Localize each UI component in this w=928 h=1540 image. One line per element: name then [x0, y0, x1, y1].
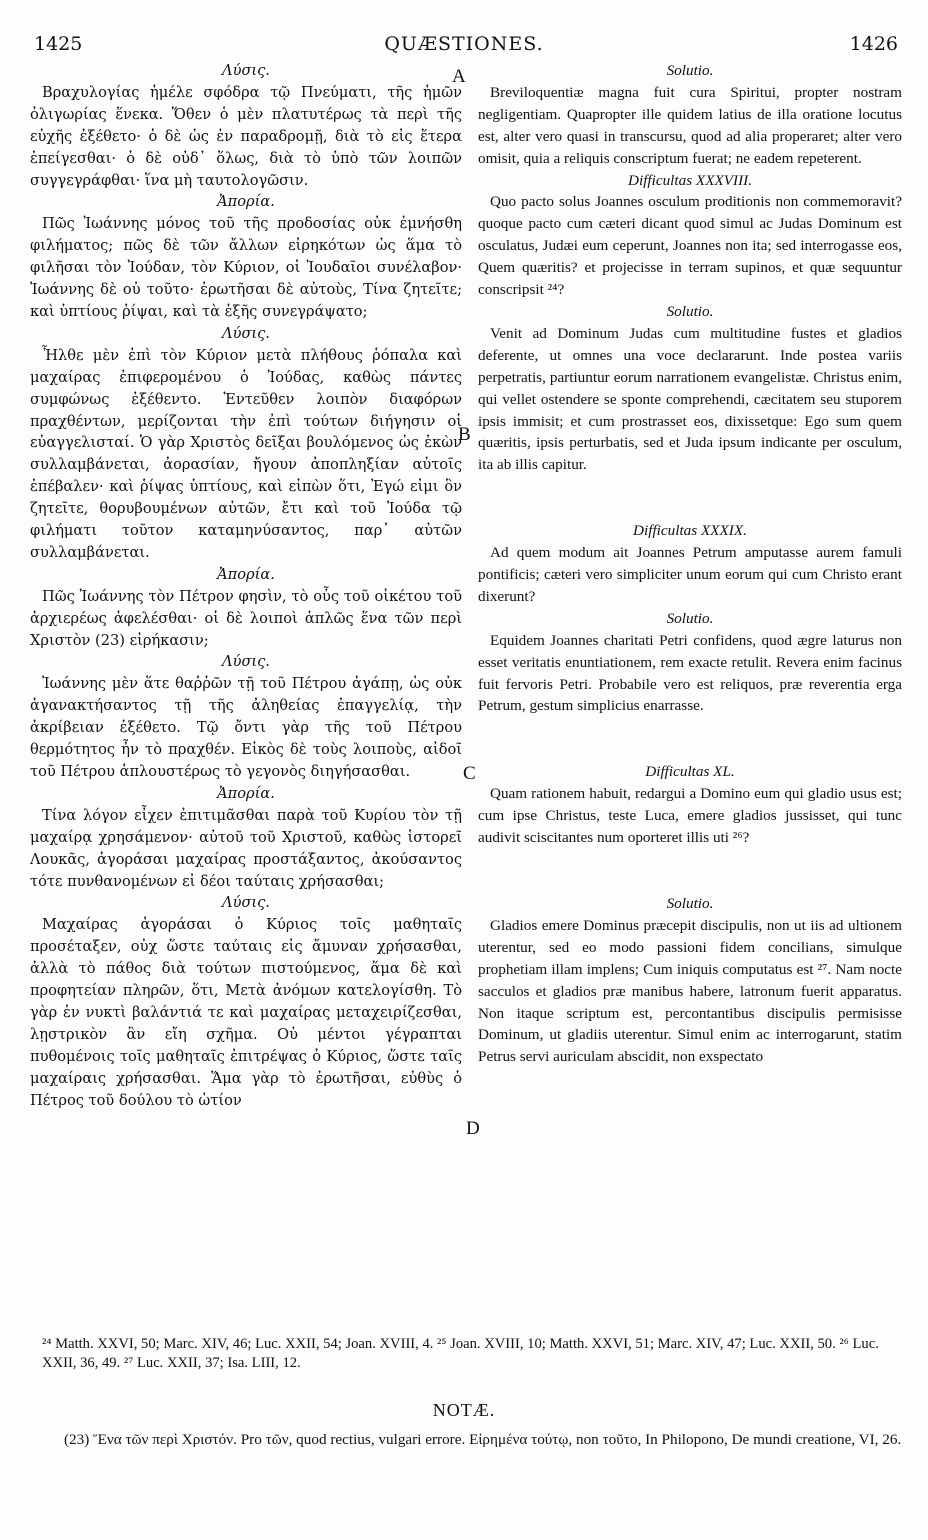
- greek-column: [30, 60, 462, 1112]
- latin-paragraph: Breviloquentiæ magna fuit cura Spiritui, propter nostram negligentiam. Quapropter ille quidem latius de illa oratione locutus est, alter vero quasi in transcursu, quod ad alia properaret; alter vero omisit, quia a reliquis conscriptum fuerat; ne eadem repeterent.: [478, 83, 902, 167]
- margin-letter-a: A: [452, 66, 466, 87]
- running-title: QUÆSTIONES.: [384, 33, 544, 55]
- latin-heading: Difficultas XXXVIII.: [628, 171, 752, 189]
- latin-paragraph: Ad quem modum ait Joannes Petrum amputasse aurem famuli pontificis; cæteri vero simpliciter unum eorum qui cum Christo erant dixerunt?: [478, 544, 902, 605]
- note-23: (23) Ἕνα τῶν περὶ Χριστόν. Pro τῶν, quod rectius, vulgari errore. Εἰρημένα τούτῳ, non τοῦτο, In Philopono, De mundi creatione, VI, 26.: [64, 1431, 902, 1448]
- latin-paragraph: Venit ad Dominum Judas cum multitudine fustes et gladios deferente, ut omnes una voce declararunt. Inde postea variis perpetratis, partiuntur eorum narrationem evangelistæ. Christus enim, qui vellet ostendere se sponte comprehendi, cæcitatem seu stuporem ipsis immisit; et cum prostrasset eos, dixissetque: Ego sum quem quæritis, ipsis perturbatis, sed et Juda ipsum indicante per osculum, ita ab illis capitur.: [478, 324, 902, 474]
- greek-heading: Ἀπορία.: [217, 784, 275, 802]
- latin-paragraph: Gladios emere Dominus præcepit discipulis, non ut iis ad ultionem uterentur, sed eo modo passioni fidem concilians, simulque prophetiam illam implens; Cum iniquis computatus est ²⁷. Nam nocte sacculos et gladios præ manibus habere, latronum fuerit apparatus. Non itaque scriptum est, percontantibus discipulis permisisse Dominum, ut gladiis uterentur. Simul enim ac interrogarunt, statim Petrus servi auriculam abscidit, non exspectato: [478, 916, 902, 1066]
- greek-heading: Ἀπορία.: [217, 565, 275, 583]
- latin-heading: Difficultas XL.: [645, 763, 735, 781]
- greek-heading: Λύσις.: [222, 894, 270, 912]
- greek-paragraph: Ἦλθε μὲν ἐπὶ τὸν Κύριον μετὰ πλήθους ῥόπαλα καὶ μαχαίρας ἐπιφερομένου ὁ Ἰούδας, καθὼς πάντες συμφώνως ἐξέθεντο. Ἐντεῦθεν λοιπὸν διαφόρων πραχθέντων, μερίζονται τὴν ἐπὶ τούτων διήγησιν οἱ εὐαγγελισταί. Ὁ γὰρ Χριστὸς δεῖξαι βουλόμενος ὡς ἑκὼν συλλαμβάνεται, ἀορασίαν, ἤγουν ἀποπληξίαν αὐτοῖς ἐπέβαλεν· καὶ ῥίψας ὑπτίους, καὶ εἰπὼν ὅτι, Ἐγώ εἰμι ὃν ζητεῖτε, θορυβουμένων αὐτῶν, ἔτι καὶ τοῦ Ἰούδα τῷ φιλήματι τοῦτον καταμηνύσαντος, παρ᾽ αὐτῶν συλλαμβάνεται.: [30, 346, 462, 561]
- latin-heading: Difficultas XXXIX.: [633, 522, 747, 540]
- greek-paragraph: Πῶς Ἰωάννης μόνος τοῦ τῆς προδοσίας οὐκ ἐμνήσθη φιλήματος; πῶς δὲ τῶν ἄλλων εἰρηκότων ὡς ἅμα τὸ φιλῆσαι τὸν Ἰούδαν, τὸν Κύριον, οἱ Ἰουδαῖοι συνέλαβον· Ἰωάννης δὲ οὐ τοῦτο· ἐρωτῆσαι δὲ αὐτοὺς, Τίνα ζητεῖτε; καὶ ὑπτίους ῥίψαι, καὶ τὰ ἑξῆς συνεγράψατο;: [30, 215, 462, 320]
- greek-heading: Λύσις.: [222, 653, 270, 671]
- latin-spacer: [478, 476, 902, 520]
- latin-spacer: [478, 849, 902, 893]
- latin-column: [478, 60, 902, 1068]
- greek-paragraph: Τίνα λόγον εἶχεν ἐπιτιμᾶσθαι παρὰ τοῦ Κυρίου τὸν τῇ μαχαίρᾳ χρησάμενον· αὐτοῦ τοῦ Χριστοῦ, καθὼς ἱστορεῖ Λουκᾶς, ἀγοράσαι μαχαίρας προστάξαντος, ἀκούσαντος τότε πυνθανομένων εἰ δέοι ταύταις χρήσασθαι;: [30, 806, 462, 890]
- left-page-number: 1425: [34, 33, 83, 55]
- latin-paragraph: Quo pacto solus Joannes osculum proditionis non commemoravit? quoque pacto cum cæteri dicant quod simul ac Judas Dominum est osculatus, Judæi eum ceperunt, Joannes non ita; sed interrogasse eos, Quem quæritis? et projecisse in terram supinos, et quæ sequuntur conscripsit ²⁴?: [478, 193, 902, 299]
- greek-paragraph: Πῶς Ἰωάννης τὸν Πέτρον φησὶν, τὸ οὖς τοῦ οἰκέτου τοῦ ἀρχιερέως ἀφελέσθαι· οἱ δὲ λοιποὶ ἁπλῶς ἕνα τῶν περὶ Χριστὸν (23) εἰρήκασιν;: [30, 587, 462, 649]
- margin-letter-b: B: [458, 424, 471, 445]
- greek-paragraph: Βραχυλογίας ἡμέλε σφόδρα τῷ Πνεύματι, τῆς ἡμῶν ὀλιγωρίας ἕνεκα. Ὅθεν ὁ μὲν πλατυτέρως τὰ περὶ τῆς εὐχῆς ἐξέθετο· ὁ δὲ ὡς ἐν παραδρομῇ, διὰ τὸ εἰς ἕτερα ἐπείγεσθαι· ὁ δὲ οὐδ᾽ ὅλως, διὰ τὸ ὑπὸ τῶν λοιπῶν συγγεγράφθαι· ἵνα μὴ ταυτολογῶσιν.: [30, 83, 462, 189]
- latin-heading: Solutio.: [666, 62, 714, 79]
- footnotes: ²⁴ Matth. XXVI, 50; Marc. XIV, 46; Luc. XXII, 54; Joan. XVIII, 4. ²⁵ Joan. XVIII, 10; Matth. XXVI, 51; Marc. XIV, 47; Luc. XXII, 50. ²⁶ Luc. XXII, 36, 49. ²⁷ Luc. XXII, 37; Isa. LIII, 12.: [42, 1336, 879, 1371]
- greek-heading: Ἀπορία.: [217, 193, 275, 211]
- latin-heading: Solutio.: [666, 302, 714, 320]
- latin-heading: Solutio.: [666, 609, 714, 627]
- margin-letter-d: D: [466, 1118, 480, 1139]
- latin-spacer: [478, 717, 902, 761]
- notae-heading: NOTÆ.: [432, 1400, 496, 1420]
- latin-heading: Solutio.: [666, 895, 714, 912]
- greek-heading: Λύσις.: [222, 62, 270, 79]
- margin-letter-c: C: [463, 763, 476, 784]
- right-page-number: 1426: [849, 33, 898, 55]
- latin-paragraph: Quam rationem habuit, redargui a Domino eum qui gladio usus est; cum ipse Christus, teste Luca, emere gladios jussisset, qui tunc audivit sciscitantes num oporteret illis uti ²⁶?: [478, 785, 902, 847]
- greek-heading: Λύσις.: [222, 324, 270, 342]
- greek-paragraph: Μαχαίρας ἀγοράσαι ὁ Κύριος τοῖς μαθηταῖς προσέταξεν, οὐχ ὥστε ταύταις εἰς ἄμυναν χρήσασθαι, ἀλλὰ τὸ πάθος διὰ τούτων πιστούμενος, ἅμα δὲ καὶ προφητείαν πληρῶν, ὅτι, Μετὰ ἀνόμων κατελογίσθη. Τὸ γὰρ ἐν νυκτὶ βαλάντιά τε καὶ μαχαίρας μεταχειρίζεσθαι, λῃστρικὸν ἂν εἴη σχῆμα. Οὐ μέντοι γέγραπται πυθομένοις τοῖς μαθηταῖς ἐπιτρέψας ὁ Κύριος, ὥστε ταῖς μαχαίραις χρήσασθαι. Ἅμα γὰρ τὸ ἐρωτῆσαι, εὐθὺς ὁ Πέτρος τοῦ δούλου τὸ ὠτίον: [30, 916, 462, 1109]
- latin-paragraph: Equidem Joannes charitati Petri confidens, quod ægre laturus non esset veritatis enuntiationem, rem exacte retulit. Revera enim facinus fuit fervoris Petri. Probabile vero est reliquos, præ reverentia erga Petrum, gestum simplicius enarrasse.: [478, 631, 902, 715]
- greek-paragraph: Ἰωάννης μὲν ἅτε θαῤῥῶν τῇ τοῦ Πέτρου ἀγάπῃ, ὡς οὐκ ἀγανακτήσαντος τῇ τῆς ἀληθείας ἐπαγγελίᾳ, τὴν ἀκρίβειαν ἐξέθετο. Τῷ ὄντι γὰρ τῆς τοῦ Πέτρου θερμότητος ἦν τὸ πραχθέν. Εἰκὸς δὲ τοὺς λοιποὺς, αἰδοῖ τοῦ Πέτρου ἁπλουστέρως τὸ γεγονὸς διηγήσασθαι.: [30, 675, 462, 780]
